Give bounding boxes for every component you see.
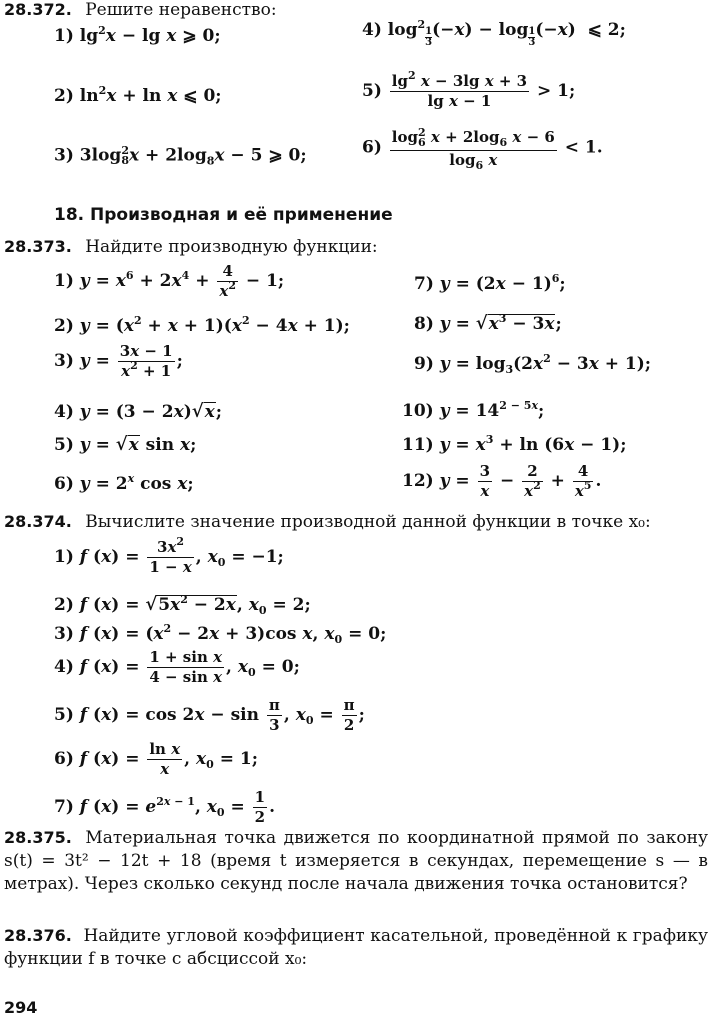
problem-number: 28.372.: [4, 0, 72, 19]
ineq-4: 4) $\log^2$ $_{\frac{1}{3}}$ (−x) − log $_{\frac{1}{3}}$ (−x) ⩽ 2;: [362, 18, 626, 48]
deriv-11: 11) $y = x^3 + \ln (6x - 1)$;: [402, 433, 627, 455]
problem-text: Материальная точка движется по координатной прямой по закону s(t) = 3t² − 12t + 18 (время t измеряется в секундах, перемещение s — в метрах). Через сколько секунд после начала движения точка остановится?: [4, 828, 708, 894]
deriv-3: 3) y = $\frac{3x - 1}{x^2 + 1}$ ;: [54, 342, 183, 380]
problem-text: Найдите производную функции:: [85, 237, 378, 257]
problem-28-376: [4, 924, 708, 971]
ineq-5: 5) $\frac{\lg^2 x - 3\lg x + 3}{\text{lg x − 1}}$ > 1;: [362, 69, 576, 110]
value-7: 7) f $(x) = e^{2x - 1}$, $x_0$ = $\frac{1}{2}$ .: [54, 788, 276, 826]
deriv-9: 9) $y = \log_3(2x^2 - 3x + 1)$;: [414, 352, 652, 376]
section-title: 18. Производная и её применение: [54, 205, 393, 225]
value-2: 2) f $(x) = √5x^2 - 2x$, $x_0 = 2$;: [54, 593, 311, 617]
problem-number: 28.374.: [4, 512, 72, 531]
value-6: 6) f (x) = $\frac{\text{ln x}}{x}$ , $x_0 = 1$;: [54, 740, 258, 778]
problem-text: Решите неравенство:: [85, 0, 277, 20]
problem-text: Найдите угловой коэффициент касательной, проведённой к графику функции f в точке с абсциссой x₀:: [4, 926, 708, 969]
deriv-6: 6) $y = 2^x$ cos x;: [54, 472, 194, 494]
problem-number: 28.375.: [4, 828, 72, 847]
deriv-2: 2) $y = (x^2 + x + 1)(x^2 - 4x + 1)$;: [54, 314, 350, 336]
value-3: 3) f $(x) = (x^2 - 2x + 3)\cos$ x, $x_0 = 0$;: [54, 622, 387, 646]
ineq-6: 6) log 2 6 $x + 2\log_6$ x − 6 $\log_6 x$ < 1.: [362, 126, 603, 172]
deriv-8: 8) $y = √x^3 - 3x$;: [414, 312, 562, 334]
ineq-3: 3) 3log 2 8 $x + 2\log_8x - 5$ ⩾ 0;: [54, 144, 307, 168]
deriv-5: 5) y = √x sin x;: [54, 434, 197, 455]
value-5: 5) f (x) = cos 2x − sin $\frac{\pi}{3}$ , $x_0$ = $\frac{\pi}{2}$ ;: [54, 696, 365, 734]
problem-28-373-header: [4, 239, 378, 256]
problem-number: 28.376.: [4, 926, 72, 945]
problem-text: Вычислите значение производной данной функции в точке x₀:: [85, 512, 651, 532]
problem-28-375: [4, 826, 708, 896]
problem-28-374-header: [4, 514, 651, 531]
problem-number: 28.373.: [4, 237, 72, 256]
page-number: 294: [4, 998, 38, 1017]
value-4: 4) f (x) = $\frac{\text{1 + sin x}}{\text{4 − sin x}}$ , $x_0 = 0$;: [54, 648, 300, 686]
deriv-12: 12) y = $\frac{3}{x}$ − $\frac{2}{x^2}$ + $\frac{4}{x^5}$ .: [402, 462, 602, 500]
deriv-4: 4) y = (3 − 2x)√x;: [54, 401, 223, 422]
ineq-2: 2) $\ln^2x + \ln x$ ⩽ 0;: [54, 84, 222, 106]
deriv-7: 7) $y = (2x - 1)^6$;: [414, 272, 566, 294]
value-1: 1) f (x) = $\frac{3x^2}{1 - x}$ , $x_0 = -1$;: [54, 535, 284, 576]
problem-28-372-header: [4, 2, 277, 19]
deriv-10: 10) $y = 14^{2 - 5x}$;: [402, 399, 545, 421]
deriv-1: 1) $y = x^6 + 2x^4$ + $\frac{4}{x^2}$ − 1;: [54, 262, 285, 300]
ineq-1: 1) $\lg^2x - \lg x$ ⩾ 0;: [54, 24, 221, 46]
